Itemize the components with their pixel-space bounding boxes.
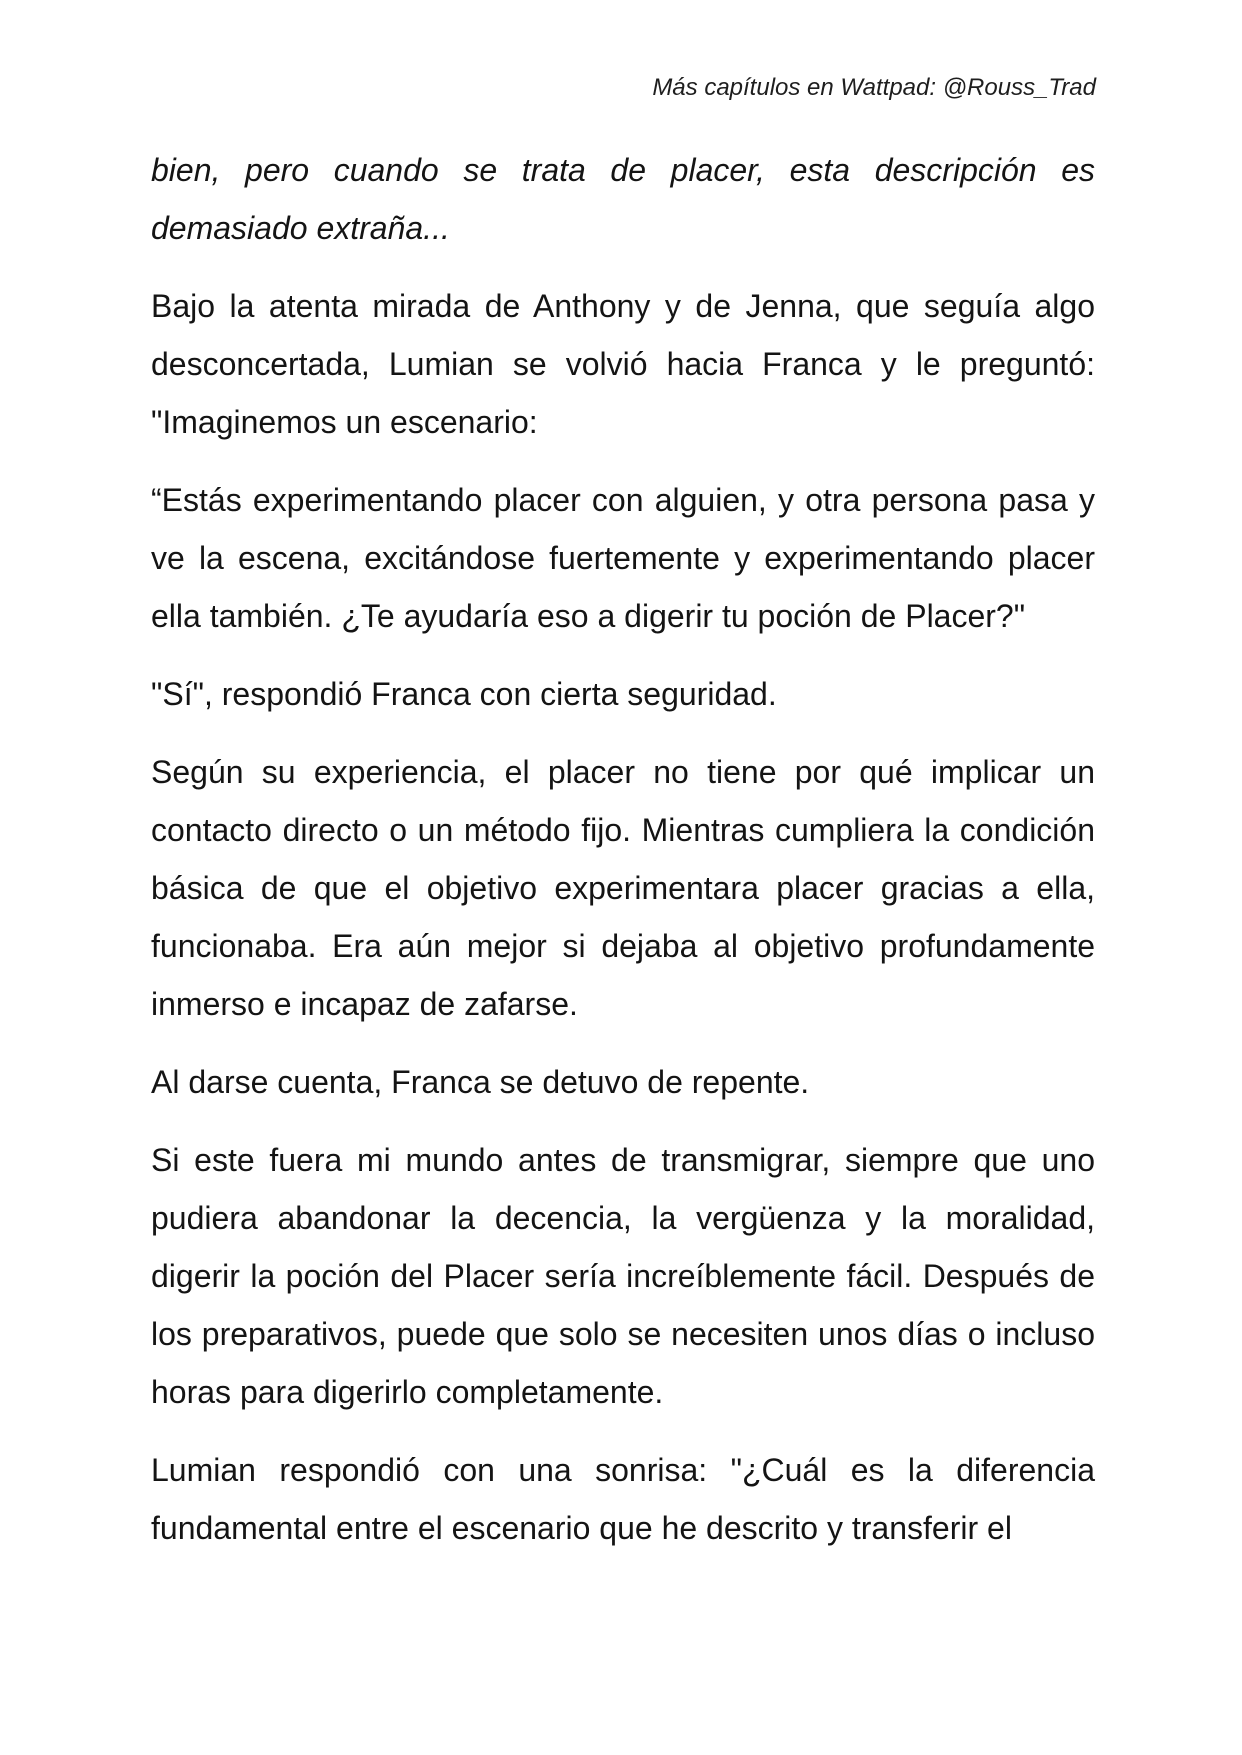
paragraph: "Sí", respondió Franca con cierta seguridad. [151,676,777,712]
paragraph: Según su experiencia, el placer no tiene por qué implicar un contacto directo o un método fijo. Mientras cumpliera la condición básica de que el objetivo experimentara placer gracias a ella, funcionaba. Era aún mejor si dejaba al objetivo profundamente inmerso e incapaz de zafarse. [151,754,1095,1022]
paragraph: Si este fuera mi mundo antes de transmigrar, siempre que uno pudiera abandonar la decencia, la vergüenza y la moralidad, digerir la poción del Placer sería increíblemente fácil. Después de los preparativos, puede que solo se necesiten unos días o incluso horas para digerirlo completamente. [151,1142,1095,1410]
body-text [151,141,1095,1577]
page-header: Más capítulos en Wattpad: @Rouss_Trad [652,74,1096,101]
paragraph: Bajo la atenta mirada de Anthony y de Jenna, que seguía algo desconcertada, Lumian se volvió hacia Franca y le preguntó: "Imaginemos un escenario: [151,288,1095,440]
paragraph: “Estás experimentando placer con alguien, y otra persona pasa y ve la escena, excitándose fuertemente y experimentando placer ella también. ¿Te ayudaría eso a digerir tu poción de Placer?" [151,482,1095,634]
paragraph-continuation: bien, pero cuando se trata de placer, esta descripción es demasiado extraña... [151,152,1095,246]
paragraph: Al darse cuenta, Franca se detuvo de repente. [151,1064,810,1100]
paragraph: Lumian respondió con una sonrisa: "¿Cuál es la diferencia fundamental entre el escenario que he descrito y transferir el [151,1452,1095,1546]
